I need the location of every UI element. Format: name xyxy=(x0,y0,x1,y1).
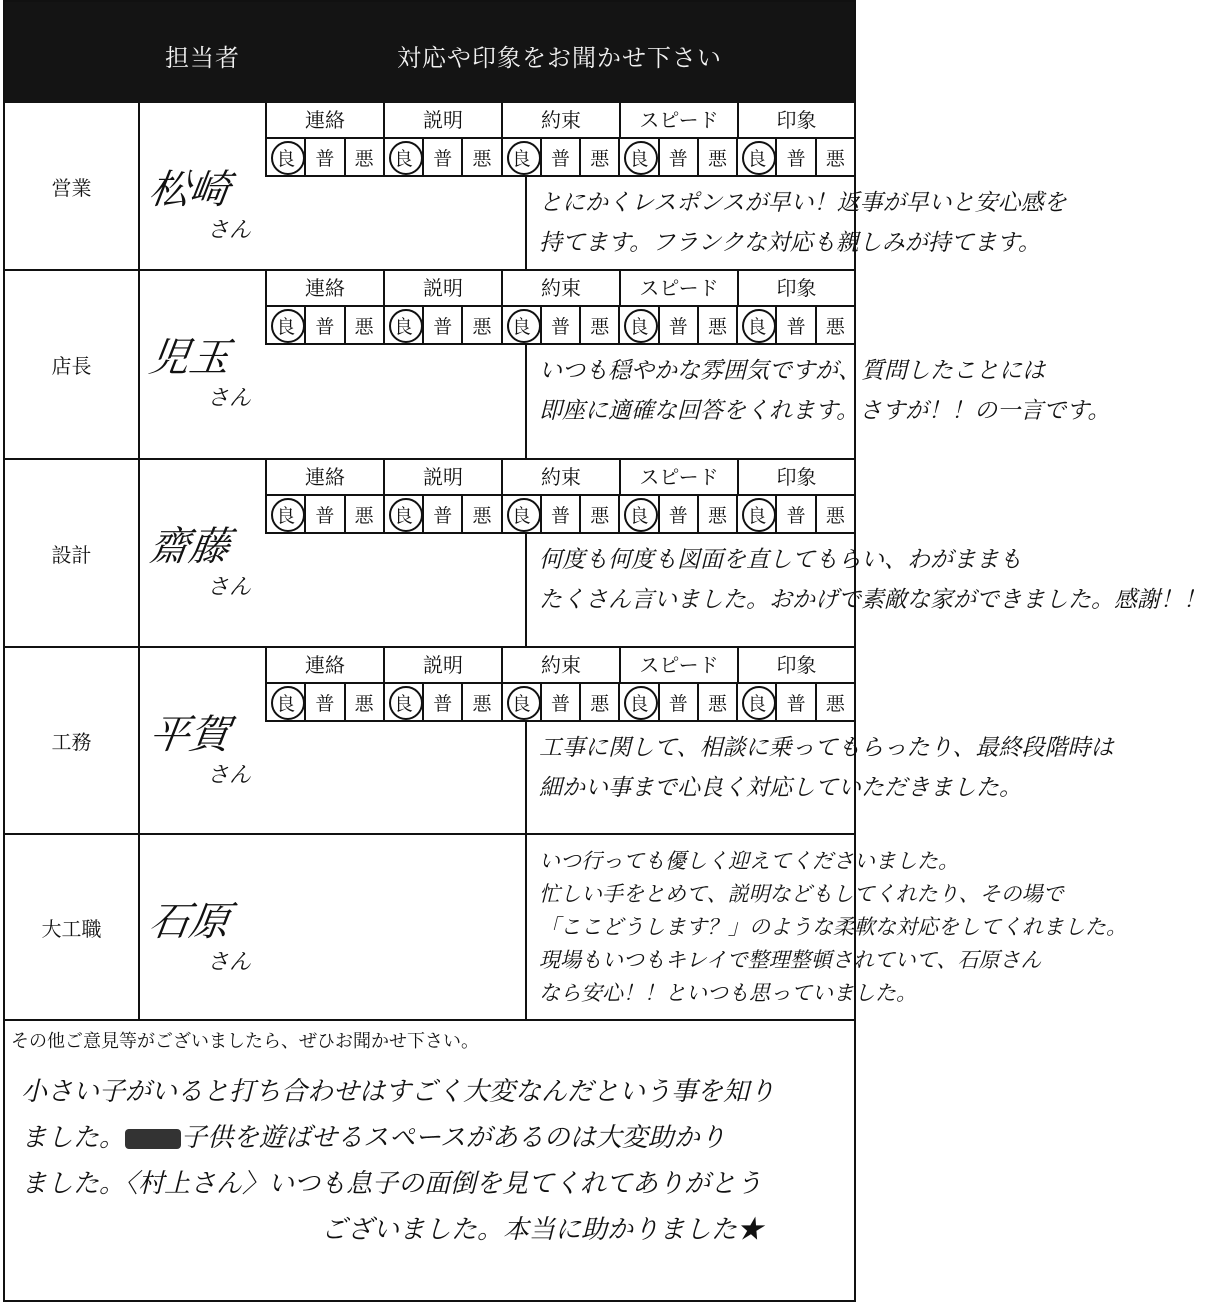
category-label: 印象 xyxy=(737,103,854,137)
staff-name-cell xyxy=(140,835,265,1019)
grade-option[interactable]: 悪 xyxy=(461,496,500,532)
grade-option[interactable]: 良 xyxy=(383,496,422,532)
grade-option[interactable]: 普 xyxy=(422,307,461,343)
grade-option[interactable]: 良 xyxy=(736,307,775,343)
honorific: さん xyxy=(206,218,251,243)
category-row xyxy=(265,648,854,684)
staff-name-cell xyxy=(140,271,265,458)
comment-line: 「ここどうします？」のような柔軟な対応をしてくれました。 xyxy=(539,915,1127,939)
grade-option[interactable]: 悪 xyxy=(815,496,854,532)
grade-option[interactable]: 悪 xyxy=(579,496,618,532)
staff-row xyxy=(5,103,1067,271)
category-label: 印象 xyxy=(737,271,854,305)
grade-option[interactable]: 良 xyxy=(383,684,422,720)
other-comments-text xyxy=(21,1069,775,1253)
grade-option[interactable]: 普 xyxy=(422,139,461,175)
grade-row xyxy=(265,139,854,177)
grade-option[interactable]: 普 xyxy=(304,684,343,720)
role-label: 大工職 xyxy=(5,835,140,1019)
grade-option[interactable]: 悪 xyxy=(461,307,500,343)
grade-option[interactable]: 悪 xyxy=(815,307,854,343)
grade-option[interactable]: 良 xyxy=(501,307,540,343)
grade-option[interactable]: 良 xyxy=(265,307,304,343)
staff-row xyxy=(5,835,1127,1021)
staff-name-cell xyxy=(140,648,265,833)
other-line: ました。〈村上さん〉いつも息子の面倒を見てくれてありがとう xyxy=(21,1169,763,1199)
grade-option[interactable]: 悪 xyxy=(697,684,736,720)
grade-option[interactable]: 良 xyxy=(736,496,775,532)
grade-option[interactable]: 普 xyxy=(540,684,579,720)
category-row xyxy=(265,103,854,139)
grade-option[interactable]: 悪 xyxy=(461,684,500,720)
category-label: スピード xyxy=(619,648,737,682)
category-label: 約束 xyxy=(501,271,619,305)
staff-row xyxy=(5,271,1111,460)
comment-text xyxy=(525,177,1114,269)
grade-option[interactable]: 良 xyxy=(736,139,775,175)
grade-option[interactable]: 悪 xyxy=(815,139,854,175)
staff-name-cell xyxy=(140,103,265,269)
grade-option[interactable]: 良 xyxy=(265,139,304,175)
comment-line: 即座に適確な回答をくれます。さすが！！の一言です。 xyxy=(539,398,1111,424)
grade-option[interactable]: 悪 xyxy=(579,307,618,343)
grade-option[interactable]: 悪 xyxy=(815,684,854,720)
table-header xyxy=(5,2,854,103)
grade-option[interactable]: 普 xyxy=(540,496,579,532)
grade-option[interactable]: 悪 xyxy=(461,139,500,175)
ratings-block xyxy=(265,648,1114,835)
grade-option[interactable]: 悪 xyxy=(697,496,736,532)
category-label: 約束 xyxy=(501,648,619,682)
grade-option[interactable]: 普 xyxy=(775,496,814,532)
grade-option[interactable]: 普 xyxy=(422,496,461,532)
category-row xyxy=(265,271,854,307)
comment-line: 何度も何度も図面を直してもらい、わがままも xyxy=(539,547,1022,573)
category-label: 説明 xyxy=(383,648,501,682)
grade-option[interactable]: 良 xyxy=(736,684,775,720)
category-label: 連絡 xyxy=(265,271,383,305)
grade-option[interactable]: 良 xyxy=(618,307,657,343)
grade-option[interactable]: 良 xyxy=(265,684,304,720)
category-label: 約束 xyxy=(501,103,619,137)
grade-option[interactable]: 悪 xyxy=(344,307,383,343)
comment-text xyxy=(525,345,1114,458)
honorific: さん xyxy=(206,386,251,411)
role-label: 営業 xyxy=(5,103,140,269)
other-comments-prompt: その他ご意見等がございましたら、ぜひお聞かせ下さい。 xyxy=(11,1031,479,1052)
grade-option[interactable]: 普 xyxy=(304,496,343,532)
category-label: スピード xyxy=(619,460,737,494)
other-comments-section xyxy=(5,1021,854,1302)
other-line: 小さい子がいると打ち合わせはすごく大変なんだという事を知り xyxy=(21,1077,776,1107)
category-label: 連絡 xyxy=(265,460,383,494)
staff-name: 松崎 xyxy=(146,167,233,213)
category-label: スピード xyxy=(619,271,737,305)
category-label: 説明 xyxy=(383,271,501,305)
grade-option[interactable]: 悪 xyxy=(697,139,736,175)
grade-option[interactable]: 普 xyxy=(775,684,814,720)
grade-option[interactable]: 良 xyxy=(501,496,540,532)
grade-option[interactable]: 普 xyxy=(658,496,697,532)
grade-option[interactable]: 良 xyxy=(618,139,657,175)
comment-line: 持てます。フランクな対応も親しみが持てます。 xyxy=(539,230,1041,256)
header-person: 担当者 xyxy=(165,44,240,72)
comment-line: 細かい事まで心良く対応していただきました。 xyxy=(539,775,1022,801)
grade-option[interactable]: 普 xyxy=(658,307,697,343)
grade-option[interactable]: 良 xyxy=(501,139,540,175)
grade-option[interactable]: 良 xyxy=(501,684,540,720)
grade-option[interactable]: 悪 xyxy=(697,307,736,343)
comment-line: なら安心！！といつも思っていました。 xyxy=(539,981,917,1005)
category-label: 説明 xyxy=(383,103,501,137)
staff-name: 児玉 xyxy=(146,335,233,381)
comment-line: いつ行っても優しく迎えてくださいました。 xyxy=(539,849,959,873)
ratings-block xyxy=(265,103,1067,271)
grade-option[interactable]: 良 xyxy=(383,139,422,175)
grade-option[interactable]: 悪 xyxy=(579,139,618,175)
category-label: 印象 xyxy=(737,460,854,494)
grade-option[interactable]: 悪 xyxy=(344,684,383,720)
honorific: さん xyxy=(206,950,251,975)
grade-option[interactable]: 普 xyxy=(540,307,579,343)
grade-option[interactable]: 普 xyxy=(775,139,814,175)
role-label: 設計 xyxy=(5,460,140,646)
comment-line: いつも穏やかな雰囲気ですが、質問したことには xyxy=(539,358,1045,384)
category-row xyxy=(265,460,854,496)
staff-row xyxy=(5,648,1114,835)
comment-line: 現場もいつもキレイで整理整頓されていて、石原さん xyxy=(539,948,1042,972)
honorific: さん xyxy=(206,763,251,788)
survey-sheet xyxy=(3,0,1206,1302)
grade-option[interactable]: 普 xyxy=(540,139,579,175)
grade-option[interactable]: 悪 xyxy=(344,496,383,532)
staff-name: 平賀 xyxy=(146,712,233,758)
staff-name: 齋藤 xyxy=(146,524,233,570)
comment-line: 忙しい手をとめて、説明などもしてくれたり、その場で xyxy=(539,882,1064,906)
grade-option[interactable]: 普 xyxy=(422,684,461,720)
redacted-scribble xyxy=(125,1129,181,1149)
grade-row xyxy=(265,684,854,722)
grade-option[interactable]: 普 xyxy=(304,139,343,175)
comment-line: 工事に関して、相談に乗ってもらったり、最終段階時は xyxy=(539,735,1114,761)
comment-line: とにかくレスポンスが早い！返事が早いと安心感を xyxy=(539,190,1067,216)
grade-option[interactable]: 普 xyxy=(658,139,697,175)
grade-option[interactable]: 悪 xyxy=(344,139,383,175)
grade-option[interactable]: 普 xyxy=(775,307,814,343)
grade-row xyxy=(265,307,854,345)
category-label: 連絡 xyxy=(265,648,383,682)
grade-option[interactable]: 普 xyxy=(304,307,343,343)
category-label: 約束 xyxy=(501,460,619,494)
role-label: 店長 xyxy=(5,271,140,458)
comment-text xyxy=(525,534,1206,646)
role-label: 工務 xyxy=(5,648,140,833)
ratings-block xyxy=(265,460,1206,648)
comment-text xyxy=(525,835,1127,1021)
ratings-block xyxy=(265,271,1111,460)
grade-option[interactable]: 良 xyxy=(265,496,304,532)
category-label: 連絡 xyxy=(265,103,383,137)
grade-option[interactable]: 良 xyxy=(618,684,657,720)
honorific: さん xyxy=(206,575,251,600)
grade-option[interactable]: 普 xyxy=(658,684,697,720)
ratings-block xyxy=(265,835,1127,1021)
other-line: ございました。本当に助かりました★ xyxy=(321,1215,764,1245)
category-label: 印象 xyxy=(737,648,854,682)
grade-row xyxy=(265,496,854,534)
staff-name: 石原 xyxy=(146,899,233,945)
header-feedback: 対応や印象をお聞かせ下さい xyxy=(397,44,722,72)
comment-text xyxy=(525,722,1114,833)
other-line: ました。 子供を遊ばせるスペースがあるのは大変助かり xyxy=(21,1123,726,1153)
grade-option[interactable]: 良 xyxy=(618,496,657,532)
grade-option[interactable]: 悪 xyxy=(579,684,618,720)
comment-line: たくさん言いました。おかげで素敵な家ができました。感謝！！ xyxy=(539,587,1206,613)
staff-row xyxy=(5,460,1206,648)
category-label: 説明 xyxy=(383,460,501,494)
staff-name-cell xyxy=(140,460,265,646)
grade-option[interactable]: 良 xyxy=(383,307,422,343)
category-label: スピード xyxy=(619,103,737,137)
